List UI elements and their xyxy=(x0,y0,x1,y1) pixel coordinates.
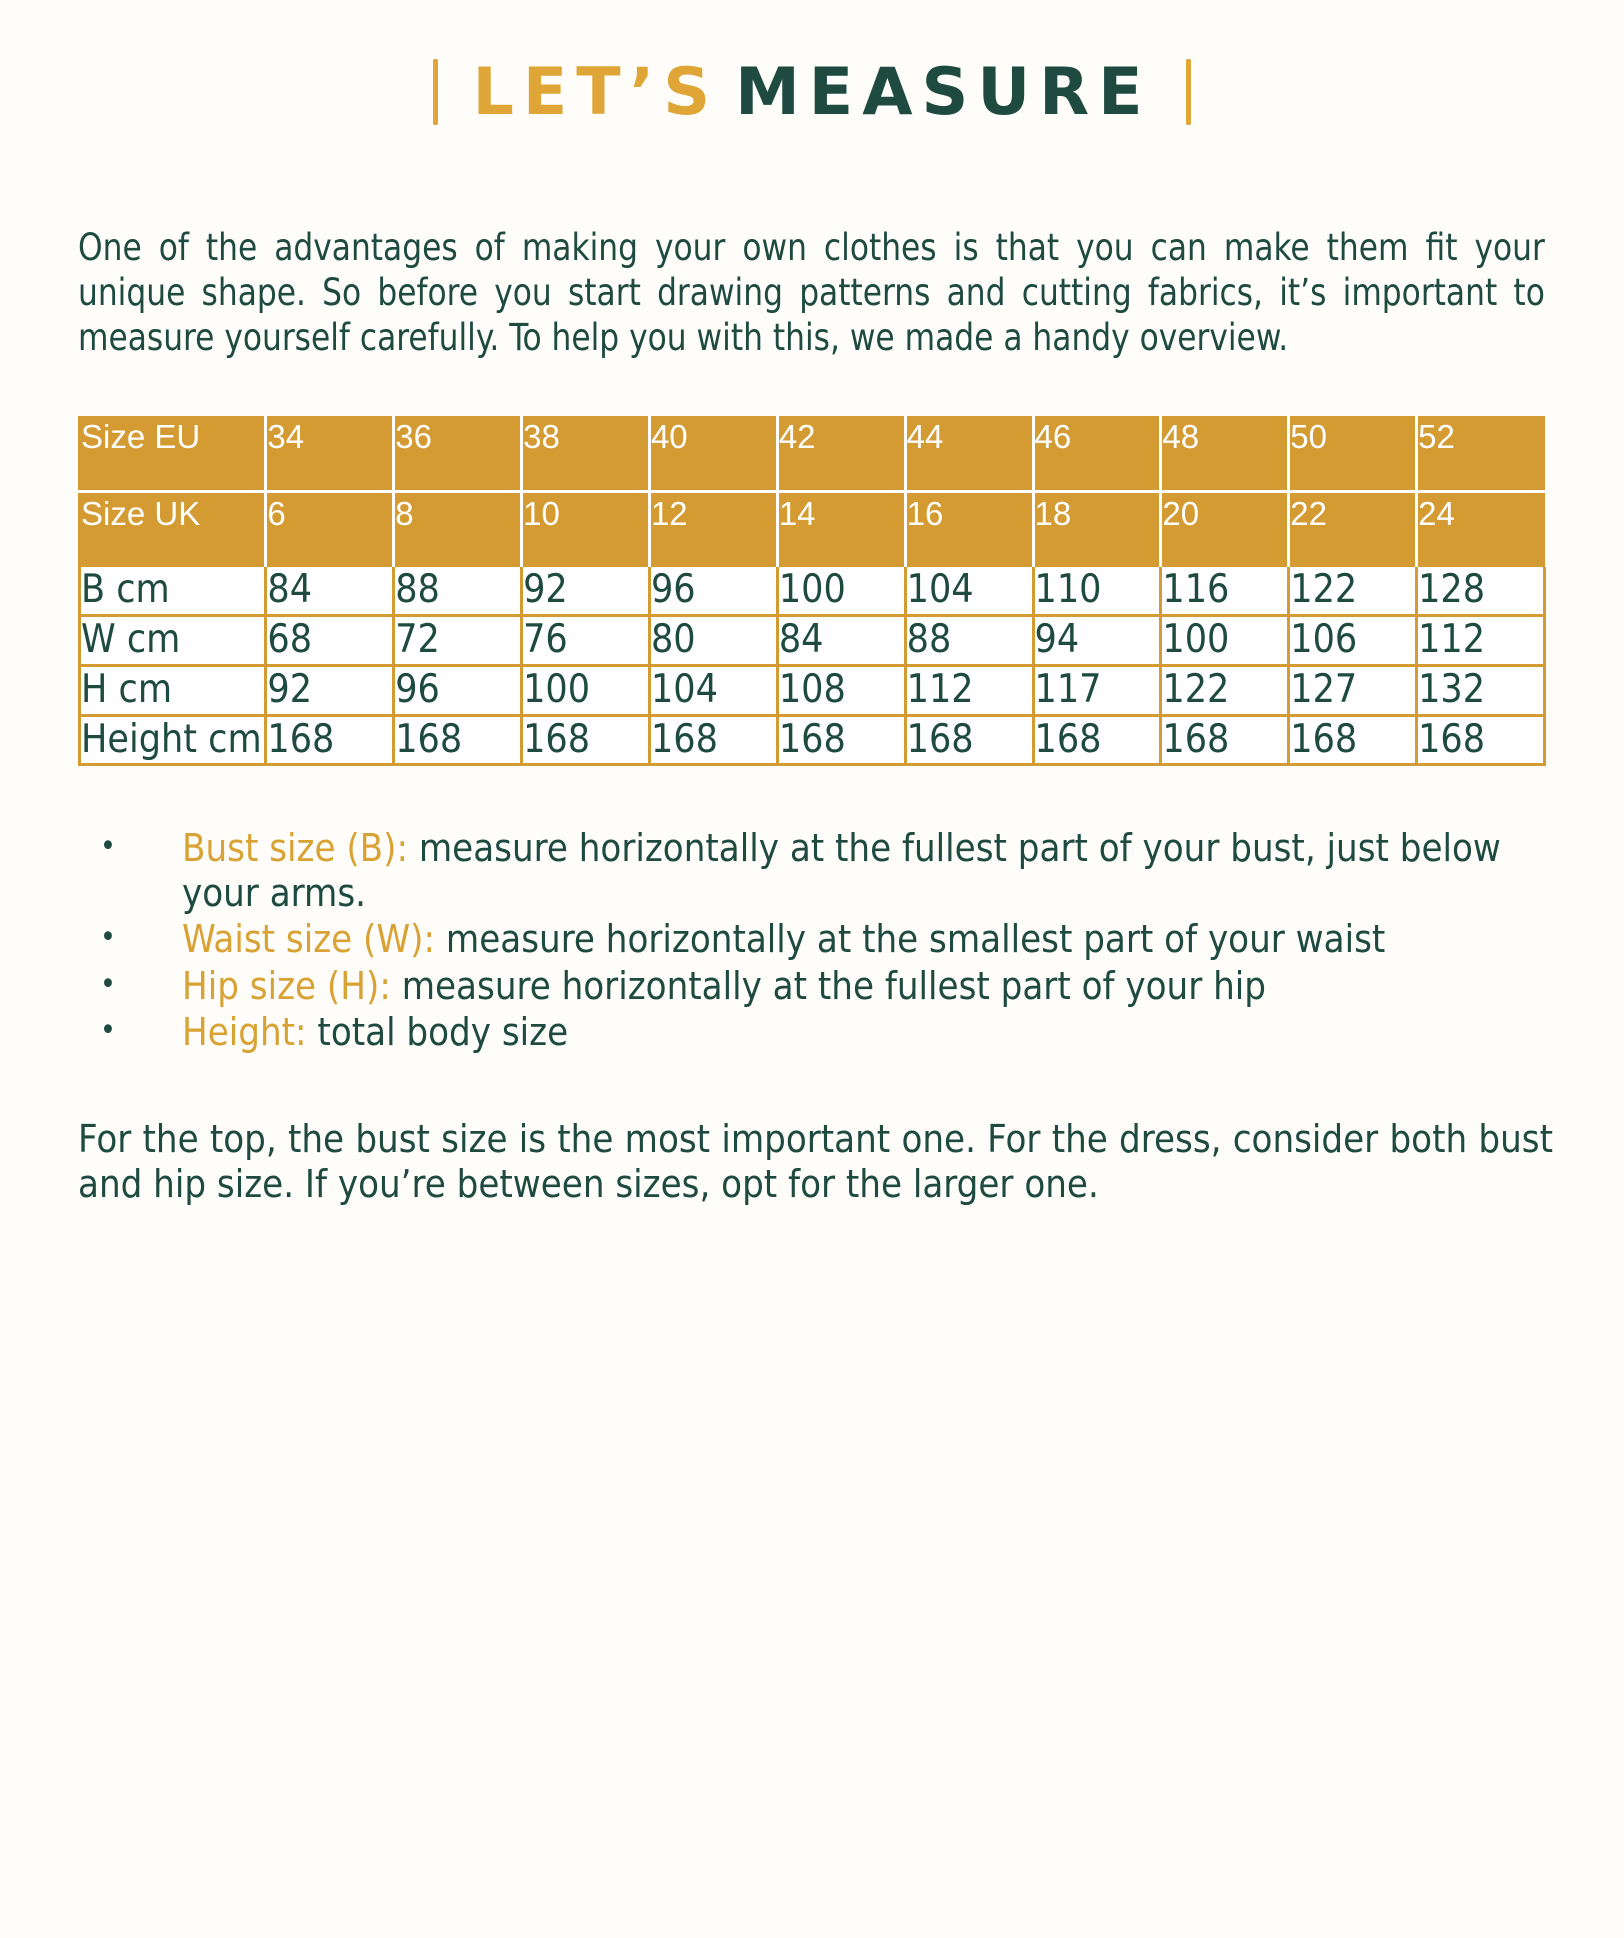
table-cell: 108 xyxy=(777,665,905,715)
measurement-definitions-list xyxy=(100,826,1546,1054)
list-item-description: measure horizontally at the fullest part of your hip xyxy=(390,963,1266,1008)
table-cell: 116 xyxy=(1161,567,1289,615)
table-cell: 168 xyxy=(1417,715,1545,765)
table-cell: 122 xyxy=(1289,567,1417,615)
table-cell: 168 xyxy=(905,715,1033,765)
list-item-body xyxy=(182,964,1546,1008)
header-label-size-uk: Size UK xyxy=(80,492,266,568)
header-cell: 38 xyxy=(522,416,650,492)
table-cell: 76 xyxy=(522,616,650,666)
header-cell: 10 xyxy=(522,492,650,568)
header-cell: 12 xyxy=(649,492,777,568)
header-cell: 8 xyxy=(394,492,522,568)
table-cell: 94 xyxy=(1033,616,1161,666)
list-item-body xyxy=(182,917,1546,961)
bullet-marker-icon: • xyxy=(100,1013,116,1049)
table-cell: 168 xyxy=(1289,715,1417,765)
table-cell: 106 xyxy=(1289,616,1417,666)
table-row xyxy=(80,665,1545,715)
table-cell: 104 xyxy=(905,567,1033,615)
header-cell: 16 xyxy=(905,492,1033,568)
list-item-description: measure horizontally at the smallest part of your waist xyxy=(435,917,1386,962)
table-cell: 168 xyxy=(1033,715,1161,765)
table-cell: 104 xyxy=(649,665,777,715)
header-cell: 34 xyxy=(266,416,394,492)
table-row xyxy=(80,616,1545,666)
header-cell: 14 xyxy=(777,492,905,568)
list-item xyxy=(100,826,1546,915)
table-cell: 132 xyxy=(1417,665,1545,715)
title-text xyxy=(472,54,1152,130)
table-cell: 168 xyxy=(266,715,394,765)
table-cell: 88 xyxy=(394,567,522,615)
list-item-body xyxy=(182,1010,1546,1054)
title-word-lets: LET’S xyxy=(472,54,720,130)
list-item xyxy=(100,917,1546,961)
table-cell: 100 xyxy=(777,567,905,615)
table-row xyxy=(80,715,1545,765)
table-header-row-uk xyxy=(80,492,1545,568)
table-cell: 128 xyxy=(1417,567,1545,615)
bullet-marker-icon: • xyxy=(100,829,116,865)
table-cell: 100 xyxy=(522,665,650,715)
list-item-label: Hip size (H): xyxy=(182,963,391,1008)
row-label-hip: H cm xyxy=(80,665,266,715)
header-cell: 46 xyxy=(1033,416,1161,492)
table-cell: 80 xyxy=(649,616,777,666)
table-cell: 168 xyxy=(1161,715,1289,765)
table-cell: 122 xyxy=(1161,665,1289,715)
table-cell: 88 xyxy=(905,616,1033,666)
table-cell: 84 xyxy=(266,567,394,615)
header-cell: 50 xyxy=(1289,416,1417,492)
title-word-measure: MEASURE xyxy=(735,54,1152,130)
table-cell: 92 xyxy=(522,567,650,615)
list-item xyxy=(100,964,1546,1008)
table-cell: 68 xyxy=(266,616,394,666)
intro-paragraph: One of the advantages of making your own clothes is that you can make them fit your unique shape. So before you start drawing patterns and cutting fabrics, it’s important to measure yourself carefully. To help you with this, we made a handy overview. xyxy=(78,226,1545,359)
bullet-marker-icon: • xyxy=(100,966,116,1002)
header-cell: 48 xyxy=(1161,416,1289,492)
title-left-rule-icon xyxy=(433,59,438,125)
list-item-description: total body size xyxy=(306,1010,569,1055)
header-cell: 36 xyxy=(394,416,522,492)
table-cell: 110 xyxy=(1033,567,1161,615)
header-cell: 18 xyxy=(1033,492,1161,568)
header-cell: 24 xyxy=(1417,492,1545,568)
table-cell: 84 xyxy=(777,616,905,666)
row-label-height: Height cm xyxy=(80,715,266,765)
list-item-label: Bust size (B): xyxy=(182,826,408,871)
table-cell: 127 xyxy=(1289,665,1417,715)
table-cell: 72 xyxy=(394,616,522,666)
table-cell: 112 xyxy=(1417,616,1545,666)
table-header-row-eu xyxy=(80,416,1545,492)
header-cell: 42 xyxy=(777,416,905,492)
closing-paragraph: For the top, the bust size is the most important one. For the dress, consider both bust and hip size. If you’re between sizes, opt for the larger one. xyxy=(78,1116,1553,1207)
header-cell: 40 xyxy=(649,416,777,492)
table-cell: 168 xyxy=(649,715,777,765)
list-item xyxy=(100,1010,1546,1054)
table-cell: 168 xyxy=(777,715,905,765)
page-title xyxy=(78,44,1546,140)
header-cell: 44 xyxy=(905,416,1033,492)
table-cell: 117 xyxy=(1033,665,1161,715)
header-label-size-eu: Size EU xyxy=(80,416,266,492)
table-cell: 96 xyxy=(649,567,777,615)
list-item-label: Height: xyxy=(182,1010,307,1055)
header-cell: 22 xyxy=(1289,492,1417,568)
list-item-label: Waist size (W): xyxy=(182,917,436,962)
header-cell: 52 xyxy=(1417,416,1545,492)
table-cell: 92 xyxy=(266,665,394,715)
title-right-rule-icon xyxy=(1186,59,1191,125)
table-cell: 96 xyxy=(394,665,522,715)
header-cell: 20 xyxy=(1161,492,1289,568)
table-row xyxy=(80,567,1545,615)
header-cell: 6 xyxy=(266,492,394,568)
table-cell: 168 xyxy=(522,715,650,765)
table-cell: 112 xyxy=(905,665,1033,715)
list-item-description: measure horizontally at the fullest part of your bust, just below your arms. xyxy=(182,826,1501,915)
size-chart-table xyxy=(78,416,1546,766)
table-cell: 100 xyxy=(1161,616,1289,666)
row-label-waist: W cm xyxy=(80,616,266,666)
row-label-bust: B cm xyxy=(80,567,266,615)
table-cell: 168 xyxy=(394,715,522,765)
bullet-marker-icon: • xyxy=(100,920,116,956)
list-item-body xyxy=(182,826,1546,915)
